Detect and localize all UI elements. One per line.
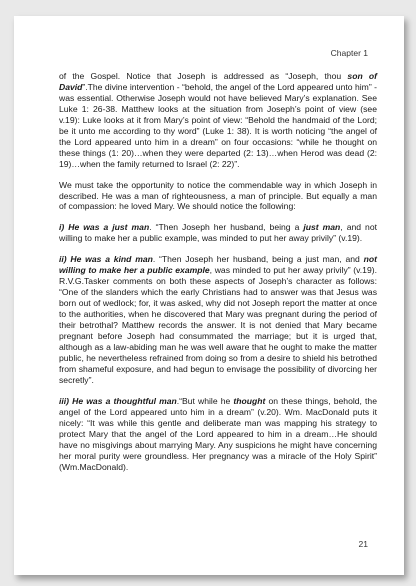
emphasis-public-example: not willing to make her a public example — [59, 254, 377, 276]
text-run: . “Then Joseph her husband, being a just man, and — [152, 254, 364, 265]
text-run: , was minded to put her away privily” (v.19). R.V.G.Tasker comments on both these aspects of Joseph’s character as follows: “One of the slanders which the early Christians had to answer was that Jesus was born out of wedlock; for, it was asked, why did not Joseph report the matter at once to the authorities, when he discovered that Mary was pregnant during the period of their betrothal? Matthew records the answer. It is not denied that Mary became pregnant before Joseph had consummated the marriage; but it is urged that, although as a law-abiding man he was well aware that he ought to make the matter public, he nevertheless refrained from doing so from a desire to shield his betrothed from shameful exposure, and had begun to envisage the possibility of divorcing her secretly”. — [59, 265, 377, 385]
paragraph-kind-man — [59, 254, 377, 385]
page-number: 21 — [358, 539, 368, 549]
text-run: on these things, behold, the angel of the Lord appeared unto him in a dream” (v.20). Wm. MacDonald puts it nicely: “It was while this gentle and deliberate man was mapping his strategy to protect Mary that the angel of the Lord appeared to him in a dream…He should have no misgivings about marrying Mary. Any suspicions he might have concerning her moral purity were groundless. Her pregnancy was a miracle of the Holy Spirit” (Wm.MacDonald). — [59, 395, 377, 472]
running-head: Chapter 1 — [330, 48, 368, 58]
point-heading: i) He was a just man — [59, 222, 150, 233]
paragraph-just-man — [59, 222, 377, 244]
paragraph-thoughtful-man — [59, 396, 377, 473]
point-heading: ii) He was a kind man — [59, 254, 153, 265]
text-run: ”.The divine intervention - “behold, the angel of the Lord appeared unto him” - was essential. Otherwise Joseph would not have believed Mary’s explanation. See Luke 1: 26-38. Matthew looks at the situation from Joseph’s point of view (see v.19): Luke looks at it from Mary’s point of view: “Behold the handmaid of the Lord; be it unto me according to thy word” (Luke 1: 38). It is worth noticing “the angel of the Lord appeared unto him in a dream” on four occasions: “while he thought on these things (1: 20)…when they were departed (2: 13)…when Herod was dead (2: 19)…when the family returned to Israel (2: 22)”. — [59, 81, 377, 169]
text-run: , and not willing to make her a public example, was minded to put her away privily” (v.19). — [59, 222, 377, 244]
emphasis-thought: thought — [233, 395, 266, 406]
point-heading: iii) He was a thoughtful man — [59, 395, 177, 406]
text-run: . “Then Joseph her husband, being a — [149, 222, 304, 233]
text-run: of the Gospel. Notice that Joseph is addressed as “Joseph, thou — [59, 71, 348, 81]
emphasis-just-man: just man — [303, 222, 341, 233]
text-run: .“But while he — [176, 395, 234, 406]
paragraph-1 — [59, 71, 377, 170]
body-text — [59, 71, 377, 482]
emphasis-son-of-david: son of David — [59, 71, 378, 92]
book-page — [14, 16, 404, 575]
paragraph-2: We must take the opportunity to notice the commendable way in which Joseph in described. He was a man of righteousness, a man of principle. But equally a man of compassion: he loved Mary. We should notice the following: — [59, 179, 377, 212]
